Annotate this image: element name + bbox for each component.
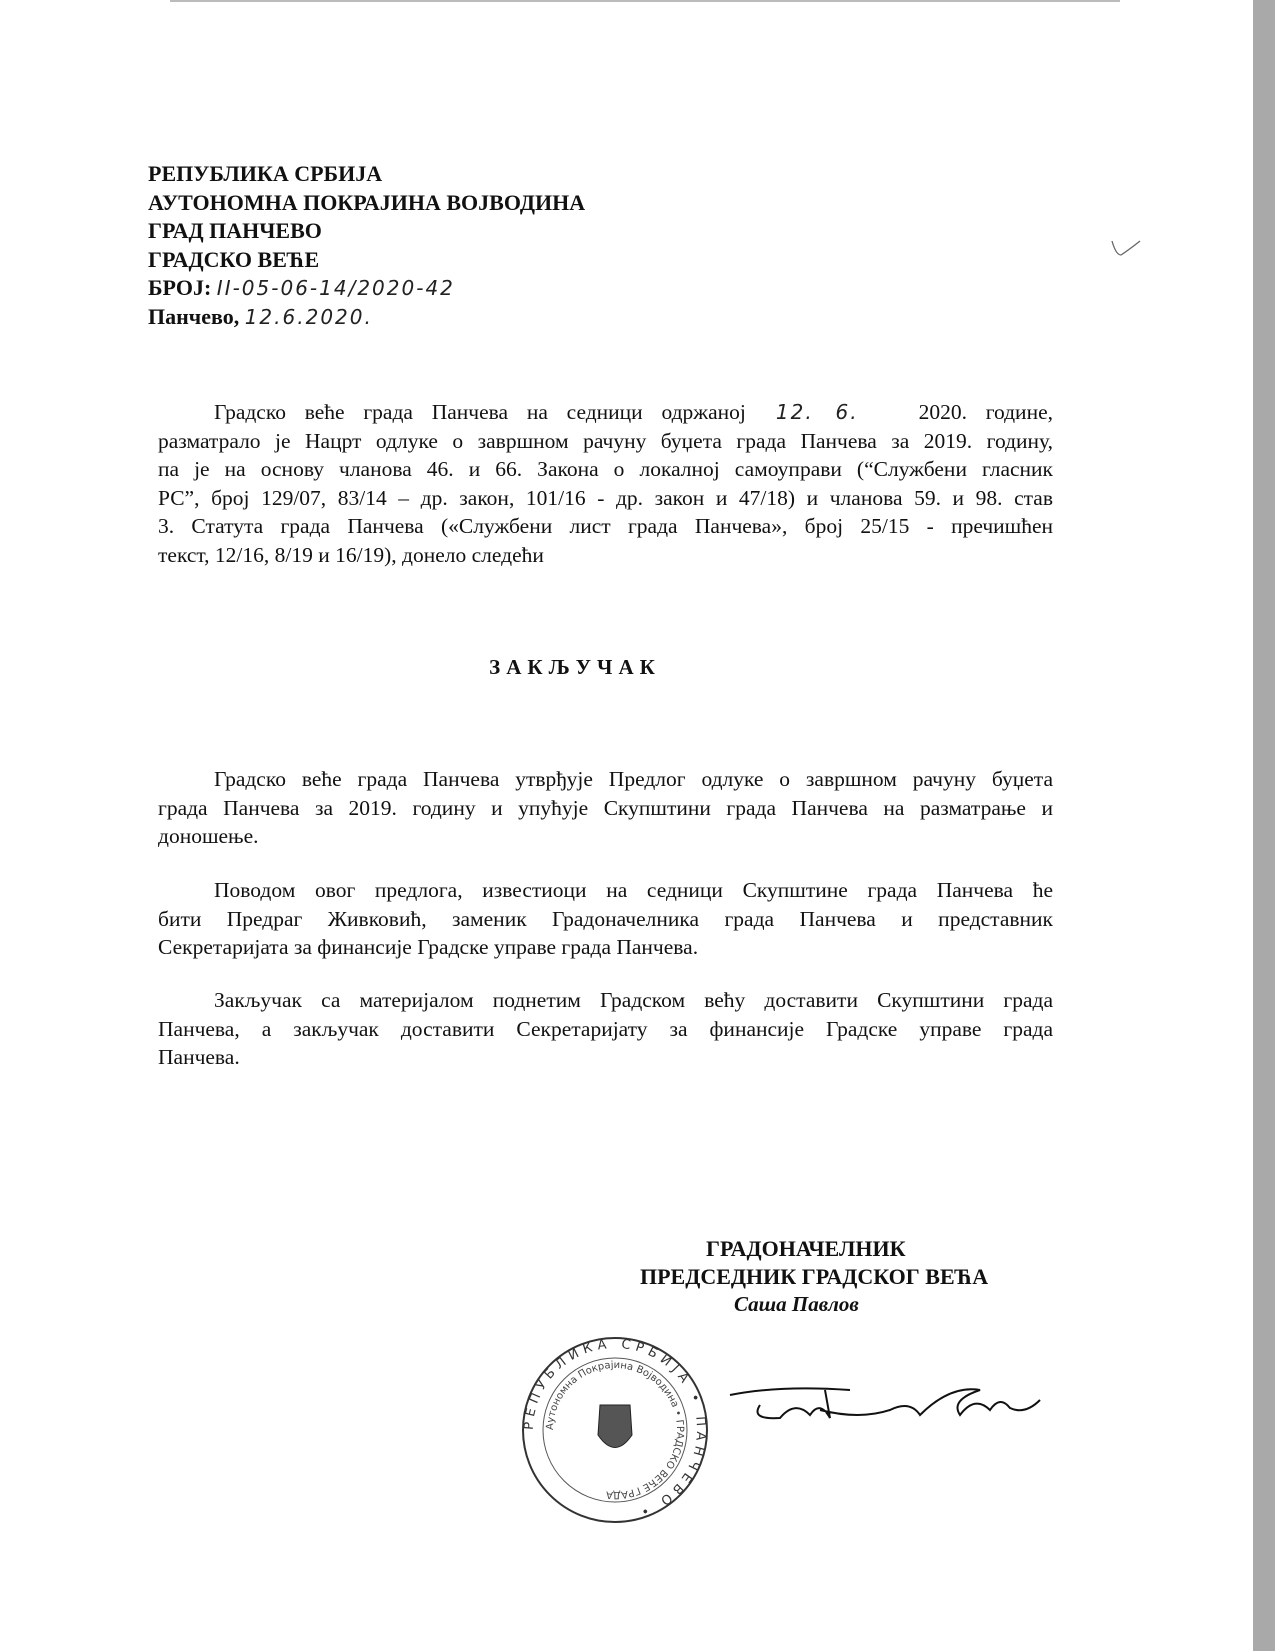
svg-text:РЕПУБЛИКА СРБИЈА • ПАНЧЕВО •: РЕПУБЛИКА СРБИЈА • ПАНЧЕВО • — [521, 1336, 709, 1521]
body-line: Панчева, а закључак доставити Секретаријату за финансије Градске управе града — [158, 1016, 1053, 1041]
header-date — [148, 303, 585, 332]
intro-line: текст, 12/16, 8/19 и 16/19), донело следећи — [158, 542, 544, 567]
signature-title-mayor: ГРАДОНАЧЕЛНИК — [706, 1236, 906, 1261]
handwritten-number: II-05-06-14/2020-42 — [216, 276, 455, 300]
checkmark-icon — [1110, 235, 1150, 265]
scan-top-edge — [170, 0, 1120, 2]
place-label: Панчево, — [148, 303, 240, 329]
body-paragraph-2 — [158, 876, 1053, 962]
header-number — [148, 274, 585, 303]
body-line: града Панчева за 2019. годину и упућује Скупштини града Панчева на разматрање и — [158, 795, 1053, 820]
intro-line — [158, 398, 1053, 427]
intro-line: 3. Статута града Панчева («Службени лист града Панчева», број 25/15 - пречишћен — [158, 514, 1053, 539]
intro-year: 2020. године, — [918, 400, 1053, 424]
body-paragraph-3 — [158, 986, 1053, 1072]
header-republic: РЕПУБЛИКА СРБИЈА — [148, 161, 383, 186]
body-paragraph-1 — [158, 765, 1053, 851]
svg-text:Аутономна Покрајина Војводина: Аутономна Покрајина Војводина • ГРАДСКО ВЕЋЕ ГРАДА — [544, 1359, 686, 1501]
official-stamp — [520, 1335, 710, 1525]
handwritten-session-date: 12. 6. — [775, 400, 859, 424]
intro-text: Градско веће града Панчева на седници одржаној — [214, 400, 746, 424]
body-line: Секретаријата за финансије Градске управе града Панчева. — [158, 935, 699, 960]
body-line: Панчева. — [158, 1045, 240, 1070]
header-province: АУТОНОМНА ПОКРАЈИНА ВОЈВОДИНА — [148, 189, 586, 215]
handwritten-signature — [720, 1380, 1060, 1430]
body-line: Закључак са материјалом поднетим Градском већу доставити Скупштини града — [214, 988, 1053, 1012]
header-city: ГРАД ПАНЧЕВО — [148, 218, 322, 243]
signatory-name: Саша Павлов — [734, 1292, 859, 1316]
intro-line: РС”, број 129/07, 83/14 – др. закон, 101/16 - др. закон и 47/18) и чланова 59. и 98. став — [158, 485, 1053, 510]
intro-line: па је на основу чланова 46. и 66. Закона о локалној самоуправи (“Службени гласник — [158, 457, 1053, 482]
body-line: Градско веће града Панчева утврђује Предлог одлуке о завршном рачуну буџета — [214, 767, 1053, 791]
scan-right-edge — [1253, 0, 1275, 1651]
intro-paragraph — [158, 398, 1053, 570]
document-header — [148, 160, 585, 331]
signature-title-president: ПРЕДСЕДНИК ГРАДСКОГ ВЕЋА — [640, 1264, 989, 1289]
body-line: Поводом овог предлога, известиоци на седници Скупштине града Панчева ће — [214, 878, 1053, 902]
number-label: БРОЈ: — [148, 275, 212, 300]
header-council: ГРАДСКО ВЕЋЕ — [148, 246, 320, 272]
body-line: бити Предраг Живковић, заменик Градоначелника града Панчева и представник — [158, 906, 1053, 931]
body-line: доношење. — [158, 824, 259, 849]
intro-line: разматрало је Нацрт одлуке о завршном рачуну буџета града Панчева за 2019. годину, — [158, 428, 1053, 453]
handwritten-date: 12.6.2020. — [244, 304, 373, 329]
document-title: ЗАКЉУЧАК — [489, 655, 661, 679]
